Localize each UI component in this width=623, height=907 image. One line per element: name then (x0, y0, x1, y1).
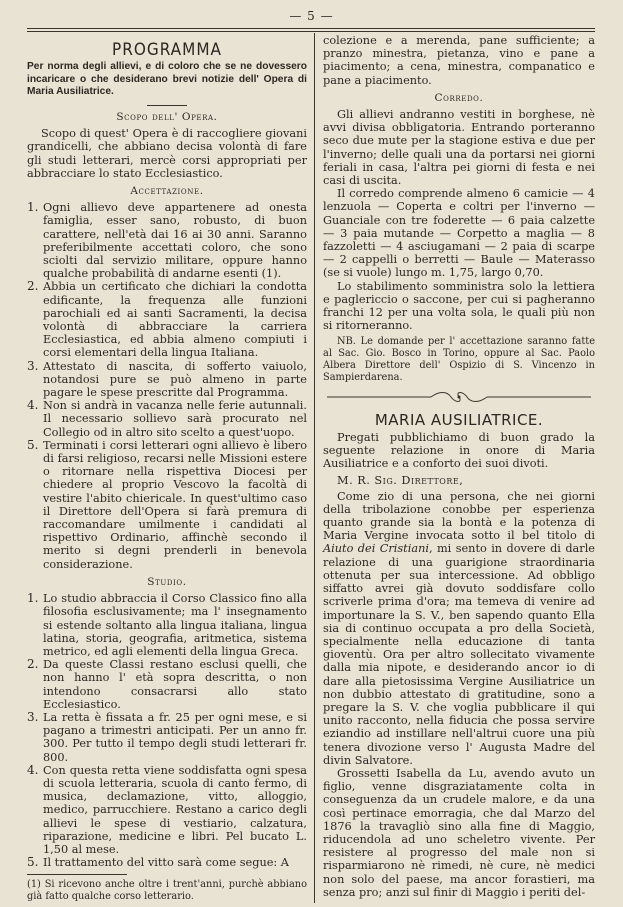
list-item: 2. Da queste Classi restano esclusi quelli, che non hanno l' età sopra descritta, o non intendono consacrarsi allo stato Ecclesiastico. (27, 657, 307, 711)
corredo-paragraph: Il corredo comprende almeno 6 camicie — 4 lenzuola — Coperta e coltri per l'inverno — Guanciale con tre foderette — 6 paia calzette — 3 paia mutande — Corpetto a maglia — 8 fazzoletti — 4 asciugamani — 2 paia di scarpe — 2 cappelli o berretti — Baule — Materasso (se si vuole) lungo m. 1,75, largo 0,70. (323, 187, 595, 280)
studio-heading: Studio. (147, 575, 187, 588)
list-item: 5. Terminati i corsi letterari ogni allievo è libero di farsi religioso, recarsi nelle Missioni estere o ritornare nella rispettiva Diocesi per chiedere al proprio Vescovo la facoltà di vestire l'abito chiericale. In quest'ultimo caso il Direttore dell'Opera si farà premura di raccomandare umilmente i candidati al rispettivo Ordinario, affinchè secondo il merito si degni prenderli in benevola considerazione. (27, 437, 307, 571)
accettazione-list (27, 201, 307, 571)
column-divider (314, 33, 315, 903)
maria-title: MARIA AUSILIATRICE. (374, 410, 544, 429)
list-item: 1. Ogni allievo deve appartenere ad onesta famiglia, esser sano, robusto, di buon carattere, nell'età dai 16 ai 30 anni. Saranno preferibilmente accettati coloro, che sono sciolti dal servizio militare, oppure hanno qualche probabilità di andarne esenti (1). (27, 200, 307, 281)
right-column (323, 34, 595, 899)
flourish-icon (323, 390, 595, 404)
section-divider (147, 105, 187, 106)
vitto-continuation: colezione e a merenda, pane sufficiente; a pranzo minestra, pietanza, vino e pane a piacimento; a cena, minestra, companatico e pane a piacimento. (323, 34, 595, 87)
letter-paragraph: Grossetti Isabella da Lu, avendo avuto un figlio, venne disgraziatamente colta in conseguenza da un crudele malore, e da una così pertinace emorragia, che dal Marzo del 1876 la travagliò sino alla fine di Maggio, riducendola ad uno scheletro vivente. Per resistere al progresso del male non si risparmiarono nè rimedi, nè cure, nè medici non solo del paese, ma ancor forastieri, ma senza pro; anzi sul finir di Maggio i periti del- (323, 766, 595, 899)
list-item: 5. Il trattamento del vitto sarà come segue: A (27, 855, 289, 870)
ornamental-divider (323, 390, 595, 404)
left-column (27, 34, 307, 903)
scopo-heading: Scopo dell' Opera. (116, 110, 218, 123)
corredo-paragraph: Gli allievi andranno vestiti in borghese, nè avvi divisa obbligatoria. Entrando porteranno seco due mute per la stagione estiva e due per l'inverno; delle quali una da portarsi nei giorni feriali in casa, l'altra pei giorni di festa e nei casi di uscita. (323, 108, 595, 188)
programma-title: PROGRAMMA (112, 40, 222, 60)
page-number: — 5 — (289, 9, 334, 23)
list-item: 3. La retta è fissata a fr. 25 per ogni mese, e si pagano a trimestri anticipati. Per un anno fr. 300. Per tutto il tempo degli studi letterari fr. 800. (27, 709, 307, 764)
list-item: 3. Attestato di nascita, di sofferto vaiuolo, notandosi pure se può almeno in parte pagare le spese prescritte dal Programma. (27, 358, 307, 400)
corredo-heading: Corredo. (434, 91, 484, 104)
list-item: 2. Abbia un certificato che dichiari la condotta edificante, la frequenza alle funzioni parochiali ed ai santi Sacramenti, la decisa volontà di abbracciare la carriera Ecclesiastica, ed abbia almeno compiuti i corsi elementari della lingua Italiana. (27, 279, 307, 360)
list-item: 1. Lo studio abbraccia il Corso Classico fino alla filosofia esclusivamente; ma l' insegnamento si estende soltanto alla lingua italiana, lingua latina, storia, geografia, aritmetica, sistema metrico, ed agli elementi della lingua Greca. (27, 591, 307, 658)
list-item: 4. Con questa retta viene soddisfatta ogni spesa di scuola letteraria, scuola di canto fermo, di musica, declamazione, vitto, alloggio, medico, parrucchiere. Restano a carico degli allievi le spese di vestiario, calzatura, riparazione, medicine e libri. Pel bucato L. 1,50 al mese. (27, 762, 307, 856)
maria-intro: Pregati pubblichiamo di buon grado la seguente relazione in onore di Maria Ausiliatrice e a conforto dei suoi divoti. (323, 430, 595, 471)
header-rule (27, 28, 595, 32)
footnote: (1) Si ricevono anche oltre i trent'anni, purchè abbiano già fatto qualche corso letterario. (27, 879, 307, 903)
studio-list (27, 592, 307, 869)
accettazione-heading: Accettazione. (130, 185, 204, 197)
letter-salutation: M. R. Sig. Direttore, (337, 474, 464, 488)
nb-note: NB. Le domande per l' accettazione saranno fatte al Sac. Gio. Bosco in Torino, oppure al Sac. Paolo Albera Direttore dell' Ospizio di S. Vincenzo in Sampierdarena. (323, 336, 595, 383)
footnote-rule (27, 874, 127, 875)
list-item: 4. Non si andrà in vacanza nelle ferie autunnali. Il necessario sollievo sarà procurato nel Collegio od in altro sito scelto a quest'uopo. (27, 398, 307, 439)
corredo-paragraph: Lo stabilimento somministra solo la lettiera e paglericcio o saccone, per cui si pagheranno franchi 12 per una volta sola, le quali più non si ritorneranno. (323, 279, 595, 333)
scopo-text: Scopo di quest' Opera è di raccogliere giovani grandicelli, che abbiano decisa volontà di fare gli studi letterari, mercè corsi appropriati per abbracciare lo stato Ecclesiastico. (27, 127, 307, 180)
programma-lead: Per norma degli allievi, e di coloro che se ne dovessero incaricare o che desiderano brevi notizie dell' Opera di Maria Ausiliatrice. (27, 61, 307, 98)
letter-paragraph: Come zio di una persona, che nei giorni della tribolazione conobbe per esperienza quanto grande sia la bontà e la potenza di Maria Vergine invocata sotto il bel titolo di Aiuto dei Cristiani, mi sento in dovere di darle relazione di una guarigione straordinaria ottenuta per sua intercessione. Ad obbligo siffatto avrei già dovuto soddisfare collo scriverle prima d'ora; ma temeva di venire ad importunare la S. V., ben sapendo quanto Ella sia di continuo occupata a pro della Società, specialmente nella educazione di tanta gioventù. Ora per altro sollecitato vivamente dalla mia nipote, e desiderando ancor io di dare alla pietosissima Vergine Ausiliatrice un non dubbio attestato di gratitudine, sono a pregare la S. V. che voglia pubblicare il qui unito racconto, nella fiducia che possa servire eziandio ad instillare nell'altrui cuore una più tenera divozione verso l' Augusta Madre del divin Salvatore. (323, 489, 595, 767)
